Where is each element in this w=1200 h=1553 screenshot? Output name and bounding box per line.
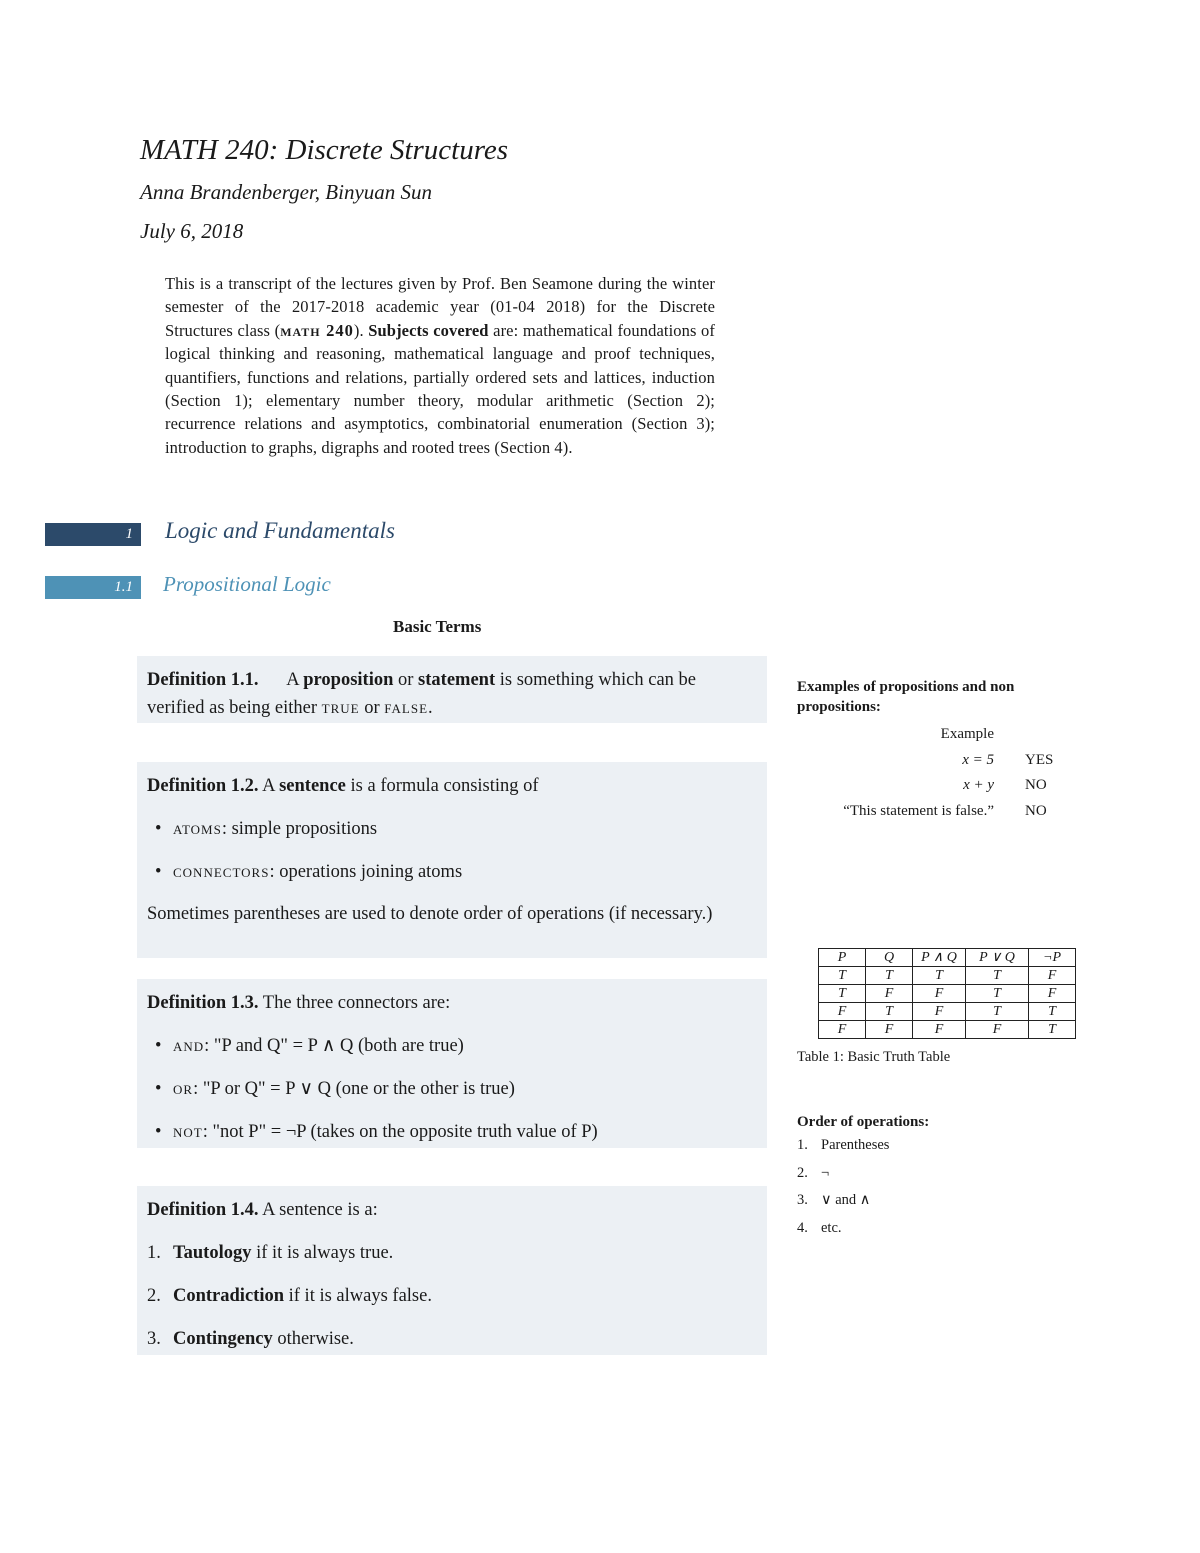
list-number: 1. (147, 1243, 161, 1263)
definition-label: Definition 1.2. (147, 776, 259, 796)
table-cell: F (966, 1021, 1029, 1039)
table-cell: T (866, 1003, 913, 1021)
abstract (165, 272, 715, 459)
table-cell: T (966, 985, 1029, 1003)
list-item-text: : "P or Q" = P ∨ Q (one or the other is true) (193, 1079, 515, 1099)
example-answer: YES (1025, 751, 1054, 768)
list-item (147, 1118, 757, 1146)
list-item (147, 1239, 757, 1267)
example-answer: NO (1025, 802, 1047, 819)
examples-heading: Examples of propositions and non propositions: (797, 679, 1015, 715)
example-answer: NO (1025, 777, 1047, 793)
table-cell: T (913, 967, 966, 985)
table-cell: F (866, 1021, 913, 1039)
subsection-number-bar: 1.1 (45, 576, 141, 599)
list-number: 4. (797, 1219, 808, 1236)
subjects-label: Subjects covered (368, 320, 489, 340)
table-row (819, 1021, 1076, 1039)
truth-table (818, 948, 1076, 1039)
list-number: 1. (797, 1137, 808, 1153)
table-cell: T (866, 967, 913, 985)
table-header-cell: P (819, 949, 866, 967)
section-number-bar: 1 (45, 523, 141, 546)
list-number: 2. (147, 1286, 161, 1306)
definition-box-2 (137, 762, 767, 958)
definition-label: Definition 1.3. (147, 993, 259, 1013)
table-cell: T (966, 1003, 1029, 1021)
table-header-cell: P ∧ Q (913, 949, 966, 967)
list-item-text: ¬ (821, 1164, 830, 1181)
list-item (147, 1075, 757, 1103)
list-item (797, 1165, 889, 1193)
definition-text: is a formula consisting of (345, 776, 539, 796)
abstract-part2: ). (353, 320, 369, 340)
list-item-text: Parentheses (821, 1137, 890, 1153)
definition-text: A (286, 670, 304, 690)
document-authors: Anna Brandenberger, Binyuan Sun (140, 180, 433, 204)
example-expression: x = 5 (962, 751, 994, 768)
list-number: 3. (147, 1329, 161, 1349)
truth-table-caption: Table 1: Basic Truth Table (797, 1049, 951, 1065)
false-word: false (384, 698, 429, 718)
term-contradiction: Contradiction (173, 1286, 284, 1306)
definition-label: Definition 1.1. (147, 670, 259, 690)
table-cell: F (866, 985, 913, 1003)
bullet-list (147, 1032, 757, 1146)
list-item (797, 1192, 889, 1220)
abstract-part3: are: mathematical foundations of logical thinking and reasoning, mathematical language and proof techniques, quantifiers, functions and relations, partially ordered sets and lattices, induction (Section 1); elementary number theory, modular arithmetic (Section 2); recurrence relations and asymptotics, combinatorial enumeration (Section 3); introduction to graphs, digraphs and rooted trees (Section 4). (165, 320, 715, 457)
list-item-text: : "not P" = ¬P (takes on the opposite truth value of P) (202, 1122, 598, 1142)
term-statement: statement (418, 670, 496, 690)
definition-text: The three connectors are: (258, 993, 451, 1013)
table-header-cell: Q (866, 949, 913, 967)
document-title: MATH 240: Discrete Structures (140, 134, 509, 166)
numbered-list (147, 1239, 757, 1353)
definition-box-4 (137, 1186, 767, 1355)
table-row (819, 1003, 1076, 1021)
table-row (797, 777, 1067, 803)
table-cell: F (1029, 985, 1076, 1003)
table-header-cell: P ∨ Q (966, 949, 1029, 967)
table-cell: T (1029, 1003, 1076, 1021)
course-code: math 240 (280, 320, 354, 340)
subheading-basic-terms: Basic Terms (393, 617, 482, 636)
key-atoms: atoms (173, 819, 222, 839)
document-date: July 6, 2018 (140, 219, 244, 243)
list-item (797, 1220, 889, 1248)
term-contingency: Contingency (173, 1329, 273, 1349)
true-word: true (321, 698, 360, 718)
key-not: not (173, 1122, 203, 1142)
definition-text: . (428, 698, 433, 718)
table-header-cell: ¬P (1029, 949, 1076, 967)
examples-table (797, 726, 1067, 828)
bullet-list (147, 815, 757, 886)
definition-text: or (393, 670, 419, 690)
list-item-text: : "P and Q" = P ∧ Q (both are true) (204, 1036, 464, 1056)
list-item-text: : operations joining atoms (269, 862, 463, 882)
list-item (147, 1282, 757, 1310)
order-of-operations-list (797, 1137, 889, 1247)
table-cell: F (913, 1021, 966, 1039)
definition-text: A (258, 776, 280, 796)
definition-note: Sometimes parentheses are used to denote order of operations (if necessary.) (147, 904, 713, 924)
list-item (147, 1032, 757, 1060)
list-item (147, 815, 757, 843)
list-item (147, 858, 757, 886)
table-row (819, 985, 1076, 1003)
list-number: 2. (797, 1164, 808, 1181)
list-item (147, 1325, 757, 1353)
section-title: Logic and Fundamentals (165, 518, 395, 543)
list-item-text: ∨ and ∧ (821, 1192, 871, 1208)
definition-text: is something which can be verified as being either (147, 670, 696, 718)
list-item (797, 1137, 889, 1165)
table-cell: T (966, 967, 1029, 985)
term-sentence: sentence (279, 776, 346, 796)
table-cell: T (1029, 1021, 1076, 1039)
table-cell: T (819, 967, 866, 985)
table-cell: F (913, 1003, 966, 1021)
table-cell: T (819, 985, 866, 1003)
example-expression: x + y (963, 777, 994, 793)
definition-box-1 (137, 656, 767, 723)
term-proposition: proposition (303, 670, 394, 690)
definition-box-3 (137, 979, 767, 1148)
definition-text: or (359, 698, 385, 718)
table-cell: F (913, 985, 966, 1003)
term-tautology: Tautology (173, 1243, 252, 1263)
list-item-text: if it is always false. (284, 1286, 432, 1306)
abstract-part1: This is a transcript of the lectures given by Prof. Ben Seamone during the winter semester of the 2017-2018 academic year (01-04 2018) for the Discrete Structures class ( (165, 274, 715, 340)
subsection-title: Propositional Logic (163, 572, 331, 596)
key-connectors: connectors (173, 862, 270, 882)
truth-table-header-row (819, 949, 1076, 967)
list-item-text: otherwise. (272, 1329, 354, 1349)
table-row (797, 752, 1067, 778)
order-of-operations-heading: Order of operations: (797, 1114, 930, 1130)
list-number: 3. (797, 1192, 808, 1208)
table-row (797, 803, 1067, 829)
example-expression: “This statement is false.” (843, 802, 994, 819)
key-or: or (173, 1079, 194, 1099)
list-item-text: if it is always true. (251, 1243, 394, 1263)
list-item-text: : simple propositions (221, 819, 378, 839)
key-and: and (173, 1036, 205, 1056)
definition-text: A sentence is a: (258, 1200, 378, 1220)
table-cell: F (819, 1003, 866, 1021)
examples-header-row (797, 726, 1067, 752)
examples-header: Example (940, 726, 994, 742)
table-cell: F (819, 1021, 866, 1039)
definition-label: Definition 1.4. (147, 1200, 259, 1220)
table-row (819, 967, 1076, 985)
list-item-text: etc. (821, 1219, 842, 1236)
table-cell: F (1029, 967, 1076, 985)
